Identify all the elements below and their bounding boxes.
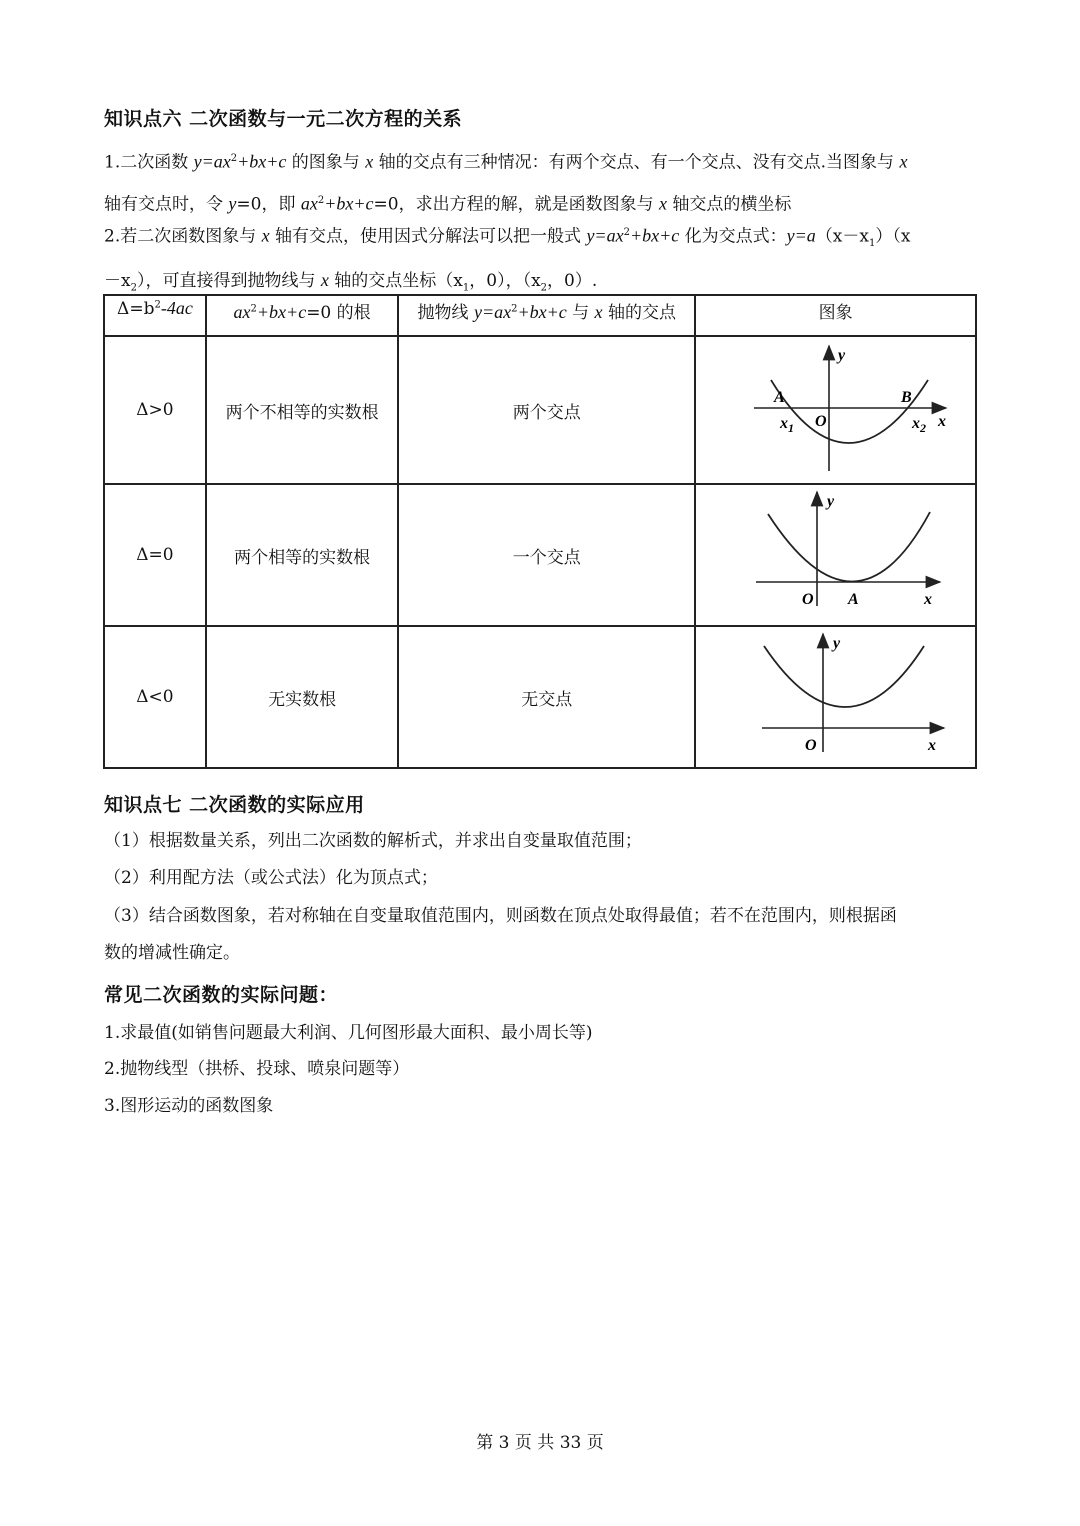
cell-roots: 无实数根 [206, 626, 398, 768]
x2-label: $x_2$ [911, 414, 926, 435]
common-problem-item: 1.求最值(如销售问题最大利润、几何图形最大面积、最小周长等) [104, 1023, 593, 1043]
header-discriminant: $\Delta=b^2-4ac$ [104, 295, 206, 336]
cell-delta: Δ=0 [104, 484, 206, 626]
header-graph: 图象 [695, 295, 976, 336]
cell-graph [695, 626, 976, 768]
section7-title: 知识点七 二次函数的实际应用 [104, 794, 365, 816]
point-a-label: A [847, 590, 859, 608]
section6-title: 知识点六 二次函数与一元二次方程的关系 [104, 108, 463, 130]
cell-delta: Δ<0 [104, 626, 206, 768]
y-axis-label: y [837, 346, 845, 364]
section7-item: （3）结合函数图象，若对称轴在自变量取值范围内，则函数在顶点处取得最值；若不在范围内，则根据函 [104, 906, 897, 926]
table-row [104, 484, 976, 626]
point-a-label: A [773, 388, 785, 406]
section7-item: 数的增减性确定。 [104, 943, 240, 963]
common-problem-item: 3.图形运动的函数图象 [104, 1096, 274, 1116]
section6-paragraph-2: 2.若二次函数图象与 x 轴有交点，使用因式分解法可以把一般式 $y=ax^2+bx+c$ 化为交点式：$y=a(x-x_1)(x$ $-x_2$），可直接得到抛物线与 x 轴的交点坐标（$x_1$，0），（$x_2$，0）. [104, 225, 911, 294]
header-intersections: 抛物线 $y=ax^2+bx+c$ 与 x 轴的交点 [398, 295, 695, 336]
common-problem-item: 2.抛物线型（拱桥、投球、喷泉问题等） [104, 1059, 410, 1079]
page-footer: 第 3 页 共 33 页 [476, 1433, 604, 1453]
cell-intersection: 无交点 [398, 626, 695, 768]
section6-paragraph-1: 1.二次函数 $y=ax^2+bx+c$ 的图象与 x 轴的交点有三种情况：有两个交点、有一个交点、没有交点.当图象与 x 轴有交点时，令 y=0，即 $ax^2+bx+c=0$，求出方程的解，就是函数图象与 x 轴交点的横坐标 [104, 151, 908, 215]
cell-roots: 两个相等的实数根 [206, 484, 398, 626]
y-axis-label: y [826, 492, 834, 510]
y-axis-label: y [832, 634, 840, 652]
table-row [104, 626, 976, 768]
section7-item: （2）利用配方法（或公式法）化为顶点式； [104, 868, 438, 888]
common-problems-title: 常见二次函数的实际问题： [104, 984, 339, 1006]
discriminant-table [103, 294, 977, 769]
table-row [104, 336, 976, 484]
point-b-label: B [900, 388, 912, 406]
cell-graph [695, 336, 976, 484]
origin-label: O [814, 412, 827, 430]
graph-two-intersections [716, 338, 956, 478]
x1-label: $x_1$ [779, 414, 794, 435]
cell-roots: 两个不相等的实数根 [206, 336, 398, 484]
cell-graph [695, 484, 976, 626]
x-axis-label: x [927, 736, 936, 754]
x-axis-label: x [923, 590, 932, 608]
table-header-row [104, 295, 976, 336]
origin-label: O [804, 736, 817, 754]
header-roots: $ax^2+bx+c=0$ 的根 [206, 295, 398, 336]
graph-no-intersection [716, 628, 956, 762]
cell-delta: Δ>0 [104, 336, 206, 484]
origin-label: O [801, 590, 814, 608]
cell-intersection: 两个交点 [398, 336, 695, 484]
x-axis-label: x [937, 412, 946, 430]
section7-item: （1）根据数量关系，列出二次函数的解析式，并求出自变量取值范围； [104, 831, 642, 851]
cell-intersection: 一个交点 [398, 484, 695, 626]
graph-one-intersection [716, 486, 956, 620]
